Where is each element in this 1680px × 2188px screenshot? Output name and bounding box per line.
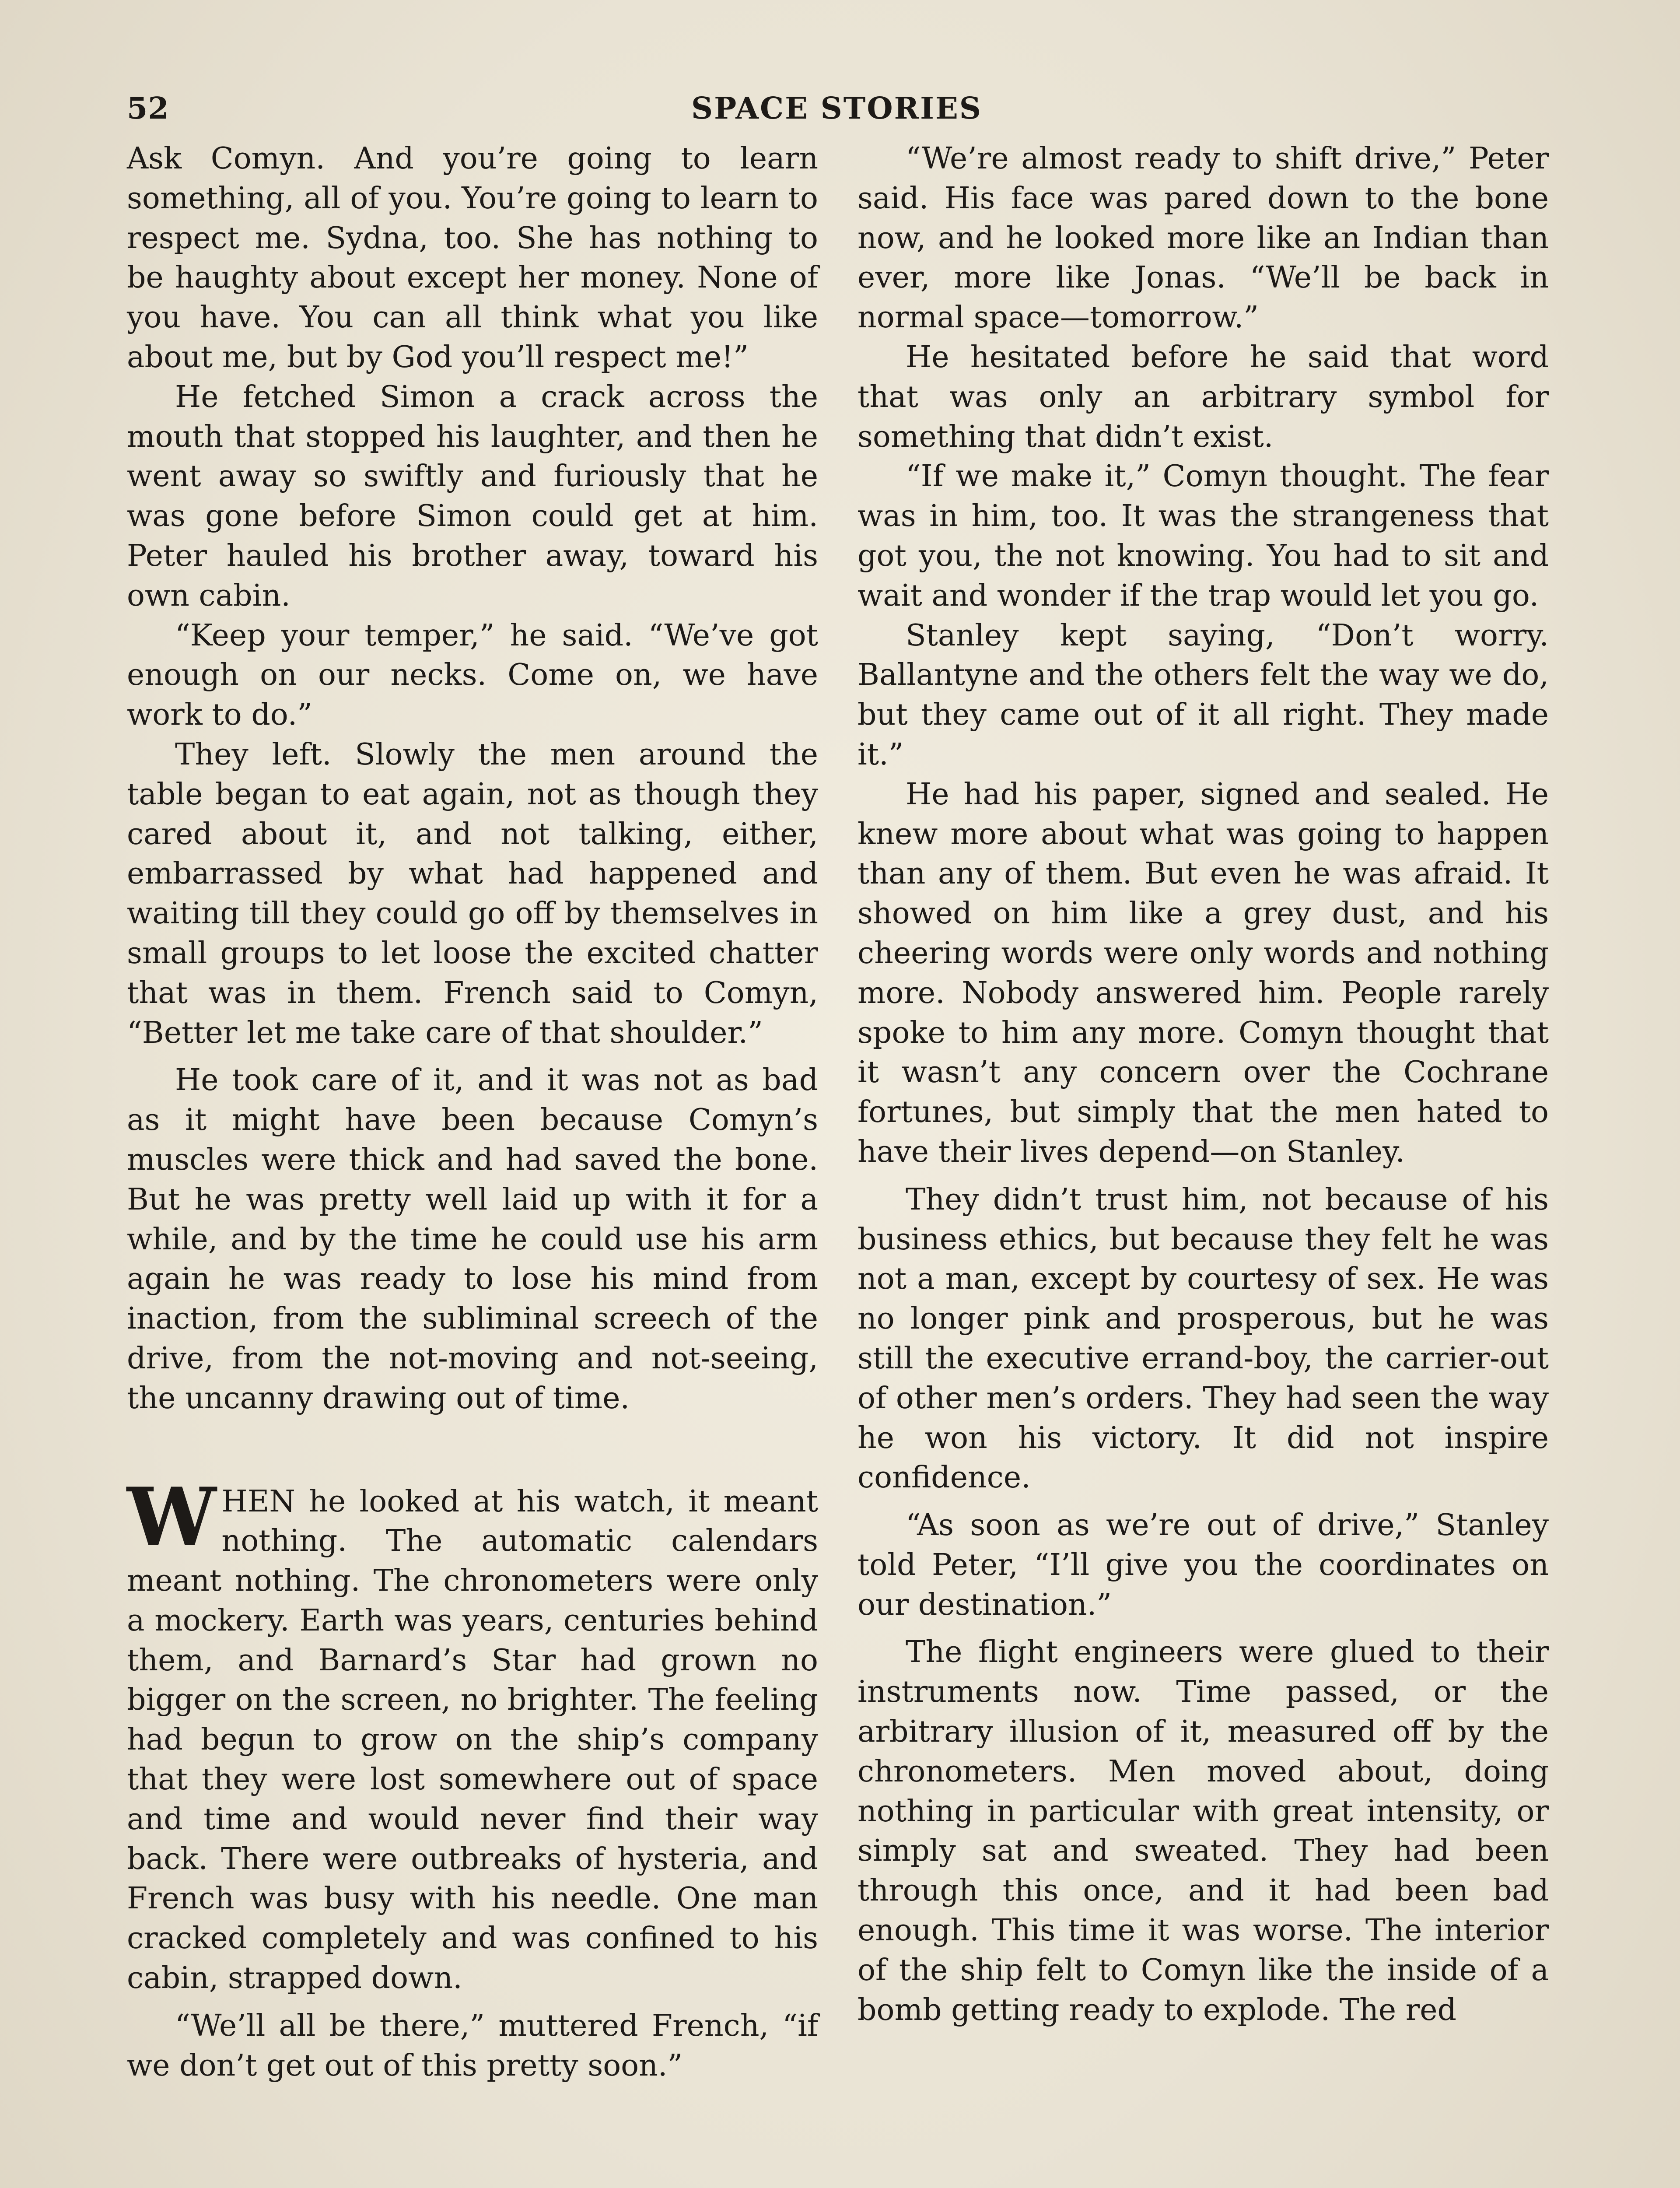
paragraph: They left. Slowly the men around the table began to eat again, not as though they cared about it, and not talking, either, embarrassed by what had happened and waiting till they could go off by themselves in small groups to let loose the excited chatter that was in them. French said to Comyn, “Better let me take care of that shoulder.” [127,737,818,1050]
paragraph: He hesitated before he said that word that was only an arbitrary symbol for something that didn’t exist. [858,340,1549,454]
paragraph: “Keep your temper,” he said. “We’ve got enough on our necks. Come on, we have work to do.” [127,618,818,733]
paragraph: He fetched Simon a crack across the mouth that stopped his laughter, and then he went away so swiftly and furiously that he was gone before Simon could get at him. Peter hauled his brother away, toward his own cabin. [127,379,818,613]
paragraph: “If we make it,” Comyn thought. The fear was in him, too. It was the strangeness that got you, the not knowing. You had to sit and wait and wonder if the trap would let you go. [858,459,1549,613]
page-number: 52 [127,91,169,126]
paragraph: “We’ll all be there,” muttered French, “if we don’t get out of this pretty soon.” [127,2008,818,2083]
paragraph: “We’re almost ready to shift drive,” Peter said. His face was pared down to the bone now, and he looked more like an Indian than ever, more like Jonas. “We’ll be back in normal space—tomorrow.” [858,141,1549,335]
paragraph: They didn’t trust him, not because of his business ethics, but because they felt he was not a man, except by courtesy of sex. He was no longer pink and prosperous, but he was still the executive errand-boy, the carrier-out of other men’s orders. They had seen the way he won his victory. It did not inspire confidence. [858,1182,1549,1495]
page-header [127,91,1571,144]
paragraph: Stanley kept saying, “Don’t worry. Ballantyne and the others felt the way we do, but they came out of it all right. They made it.” [858,618,1549,772]
paragraph: He had his paper, signed and sealed. He knew more about what was going to happen than any of them. But even he was afraid. It showed on him like a grey dust, and his cheering words were only words and nothing more. Nobody answered him. People rarely spoke to him any more. Comyn thought that it wasn’t any concern over the Cochrane fortunes, but simply that the men hated to have their lives depend—on Stanley. [858,777,1549,1169]
right-column [858,139,1549,2030]
paragraph: He took care of it, and it was not as bad as it might have been because Comyn’s muscles were thick and had saved the bone. But he was pretty well laid up with it for a while, and by the time he could use his arm again he was ready to lose his mind from inaction, from the subliminal screech of the drive, from the not-moving and not-seeing, the uncanny drawing out of time. [127,1063,818,1416]
section-start-text: HEN he looked at his watch, it meant nothing. The automatic calendars meant nothing. The chronometers were only a mockery. Earth was years, centuries behind them, and Barnard’s Star had grown no bigger on the screen, no brighter. The feeling had begun to grow on the ship’s company that they were lost somewhere out of space and time and would never find their way back. There were outbreaks of hysteria, and French was busy with his needle. One man cracked completely and was confined to his cabin, strapped down. [127,1484,818,1996]
paragraph: The flight engineers were glued to their instruments now. Time passed, or the arbitrary illusion of it, measured off by the chronometers. Men moved about, doing nothing in particular with great intensity, or simply sat and sweated. They had been through this once, and it had been bad enough. This time it was worse. The interior of the ship felt to Comyn like the inside of a bomb getting ready to explode. The red [858,1635,1549,2027]
paragraph: Ask Comyn. And you’re going to learn something, all of you. You’re going to learn to respect me. Sydna, too. She has nothing to be haughty about except her money. None of you have. You can all think what you like about me, but by God you’ll respect me!” [127,141,818,375]
running-head: SPACE STORIES [691,91,982,126]
left-column [127,139,818,2086]
section-start-paragraph [127,1469,818,1999]
drop-cap: W [127,1469,217,1564]
paragraph: “As soon as we’re out of drive,” Stanley told Peter, “I’ll give you the coordinates on our destination.” [858,1508,1549,1622]
